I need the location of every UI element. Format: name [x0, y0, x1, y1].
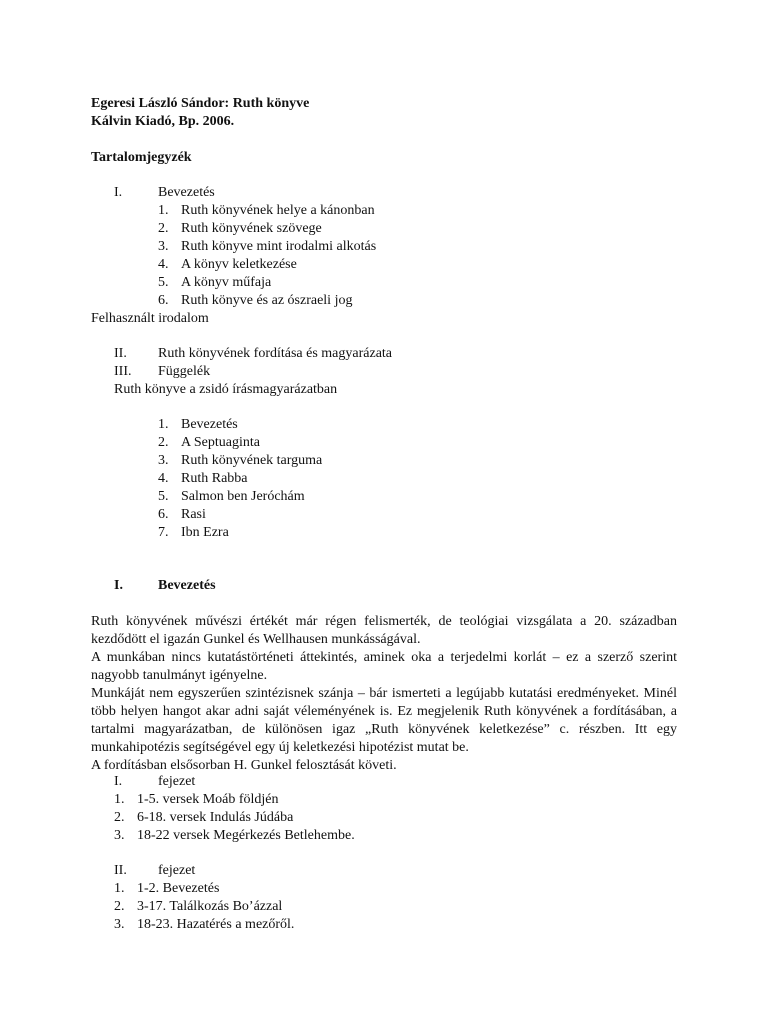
paragraph: A munkában nincs kutatástörténeti áttekintés, aminek oka a terjedelmi korlát – ez a szerző szerint nagyobb tanulmányt igényelne.: [91, 650, 677, 683]
outline-item: [114, 827, 355, 845]
section-title: Bevezetés: [158, 578, 216, 593]
list-number: 3.: [114, 828, 125, 843]
toc-list-item: [158, 470, 248, 488]
list-text: Bevezetés: [181, 417, 238, 432]
section-roman: I.: [114, 578, 123, 593]
toc-list-item: [158, 220, 322, 238]
toc-part1-roman: I.: [114, 185, 123, 200]
toc-list-item: [158, 256, 297, 274]
list-number: 1.: [158, 417, 169, 432]
toc-part3-roman: III.: [114, 364, 132, 379]
toc-list-item: [158, 452, 322, 470]
toc-part1-label: Bevezetés: [158, 185, 215, 200]
toc-list-item: [158, 202, 375, 220]
chapter-label: fejezet: [158, 774, 196, 789]
outline-item: [114, 791, 279, 809]
outline-item: [114, 880, 219, 898]
list-text: 3-17. Találkozás Bo’ázzal: [137, 899, 283, 914]
list-text: Ruth Rabba: [181, 471, 248, 486]
chapter-label: fejezet: [158, 863, 196, 878]
toc-title: Tartalomjegyzék: [91, 150, 192, 165]
chapter-roman: II.: [114, 863, 127, 878]
toc-list-item: [158, 434, 260, 452]
list-number: 4.: [158, 257, 169, 272]
toc-part2-roman: II.: [114, 346, 127, 361]
list-number: 1.: [114, 792, 125, 807]
list-number: 1.: [114, 881, 125, 896]
outline-item: [114, 809, 293, 827]
toc-list-item: [158, 274, 271, 292]
list-number: 2.: [158, 221, 169, 236]
paragraph: Ruth könyvének művészi értékét már régen felismerték, de teológiai vizsgálata a 20. században kezdődött el igazán Gunkel és Wellhausen munkásságával.: [91, 614, 677, 647]
chapter-roman: I.: [114, 774, 123, 789]
publisher-line: Kálvin Kiadó, Bp. 2006.: [91, 114, 235, 129]
list-number: 7.: [158, 525, 169, 540]
list-text: Ruth könyve és az ószraeli jog: [181, 293, 353, 308]
list-text: Ruth könyvének targuma: [181, 453, 323, 468]
outline-item: [114, 916, 294, 934]
list-text: 1-5. versek Moáb földjén: [137, 792, 279, 807]
toc-literature: Felhasznált irodalom: [91, 311, 209, 326]
toc-appendix-title: Ruth könyve a zsidó írásmagyarázatban: [114, 382, 338, 397]
list-number: 3.: [158, 239, 169, 254]
toc-list-item: [158, 292, 352, 310]
list-number: 1.: [158, 203, 169, 218]
toc-list-item: [158, 524, 229, 542]
list-number: 3.: [114, 917, 125, 932]
paragraph: Munkáját nem egyszerűen szintézisnek szánja – bár ismerteti a legújabb kutatási eredményeket. Minél több helyen hangot akar adni saját véleményének is. Ez megjelenik Ruth könyvének a fordításában, a tartalmi magyarázatban, de különösen igaz „Ruth könyvének keletkezése” c. részben. Itt egy munkahipotézis segítségével egy új keletkezési hipotézist mutat be.: [91, 686, 677, 755]
list-number: 2.: [158, 435, 169, 450]
list-text: 6-18. versek Indulás Júdába: [137, 810, 294, 825]
list-number: 2.: [114, 899, 125, 914]
list-text: Ruth könyve mint irodalmi alkotás: [181, 239, 377, 254]
list-text: Ruth könyvének szövege: [181, 221, 322, 236]
list-text: Rasi: [181, 507, 206, 522]
list-text: 1-2. Bevezetés: [137, 881, 220, 896]
list-text: 18-23. Hazatérés a mezőről.: [137, 917, 295, 932]
list-number: 5.: [158, 489, 169, 504]
list-text: A könyv műfaja: [181, 275, 272, 290]
paragraph: A fordításban elsősorban H. Gunkel felosztását követi.: [91, 758, 397, 773]
list-number: 6.: [158, 507, 169, 522]
list-number: 5.: [158, 275, 169, 290]
list-text: Salmon ben Jeróchám: [181, 489, 305, 504]
list-number: 2.: [114, 810, 125, 825]
toc-list-item: [158, 506, 206, 524]
list-number: 4.: [158, 471, 169, 486]
book-title: Egeresi László Sándor: Ruth könyve: [91, 96, 310, 111]
outline-item: [114, 898, 282, 916]
toc-list-item: [158, 488, 305, 506]
toc-part3-label: Függelék: [158, 364, 211, 379]
list-text: Ruth könyvének helye a kánonban: [181, 203, 375, 218]
toc-list-item: [158, 238, 376, 256]
list-text: A Septuaginta: [181, 435, 260, 450]
list-text: 18-22 versek Megérkezés Betlehembe.: [137, 828, 355, 843]
list-text: A könyv keletkezése: [181, 257, 297, 272]
list-number: 6.: [158, 293, 169, 308]
list-text: Ibn Ezra: [181, 525, 229, 540]
list-number: 3.: [158, 453, 169, 468]
section-body: [91, 613, 677, 775]
toc-list-item: [158, 416, 238, 434]
toc-part2-label: Ruth könyvének fordítása és magyarázata: [158, 346, 393, 361]
